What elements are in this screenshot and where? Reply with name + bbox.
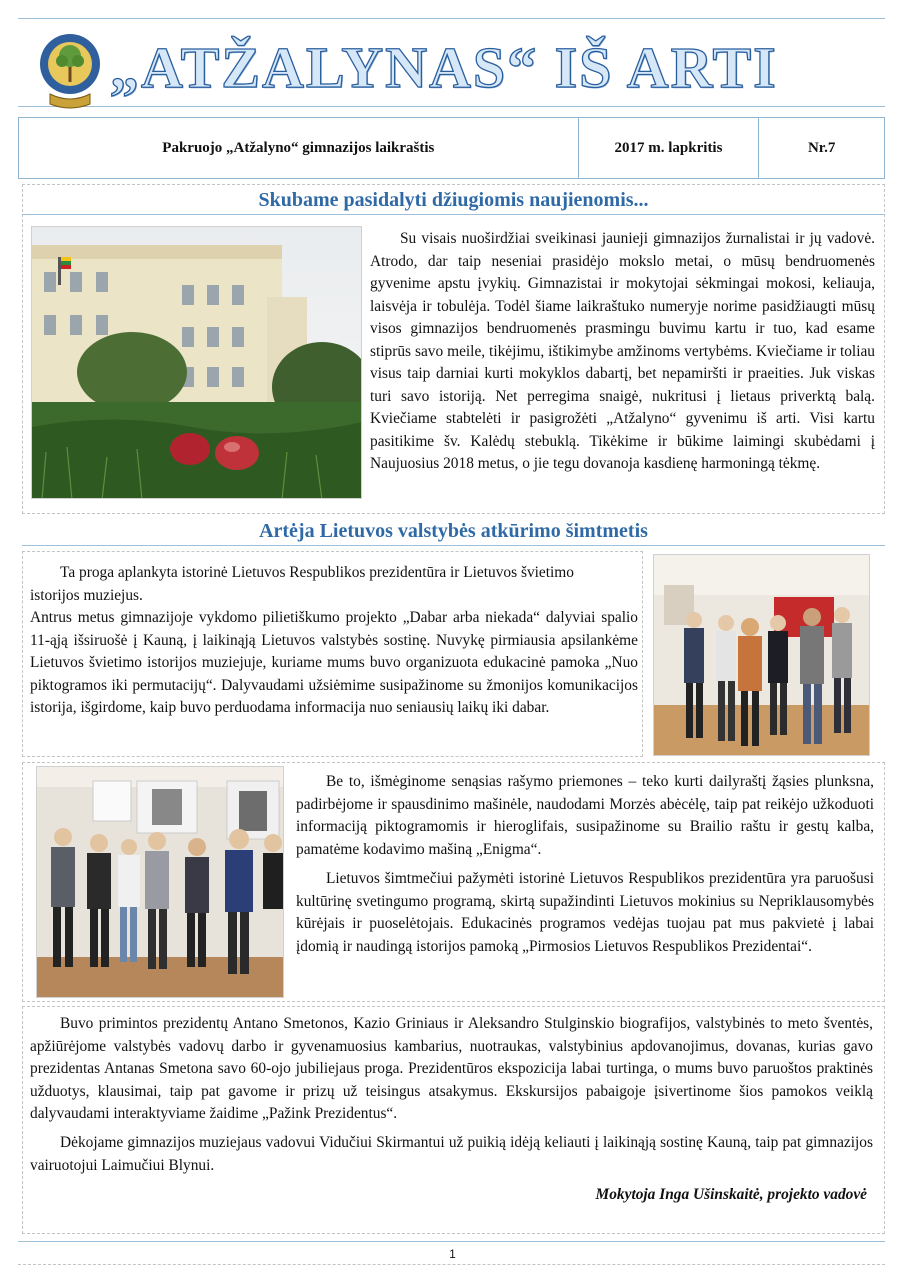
top-rule (18, 18, 885, 19)
school-building-photo (31, 226, 362, 499)
article1-text: Su visais nuoširdžiai sveikinasi jaunieji gimnazijos žurnalistai ir jų vadovė. Atrodo, dar taip neseniai prasidėjo mokslo metai, o mūsų bendruomenės gyvenime apstu įvykių. Gimnazistai ir mokytojai sėkmingai mokosi, keliauja, laisvėja ir tobulėja. Todėl šiame laikraštuko numeryje norime pasidžiaugti mūsų visos gimnazijos bendruomenės prasmingu buvimu kartu ir tuo, kad esame stiprūs savo meile, tikėjimu, ištikimybe amžinoms vertybėms. Kviečiame ir toliau visus taip darniai kurti mokyklos dabartį, bet nepamiršti ir praeities. Juk viskas turi savo istoriją. Net perregima snaigė, nukritusi į lietaus priverktą balą. Kviečiame stabtelėti ir pasigrožėti „Atžalyno“ gyvenimu iš arti. Visi kartu pasitikime šv. Kalėdų stebuklą. Tikėkime ir būkime laimingi skubėdami į Naujuosius 2018 metus, o jie tegu dovanoja kasdienę harmoningą tėkmę. (370, 230, 875, 472)
school-emblem-icon (38, 32, 102, 110)
issue-info-table (18, 117, 885, 179)
article2-p3: Lietuvos šimtmečiui pažymėti istorinė Lietuvos Respublikos prezidentūra yra paruošusi kultūrinę svetingumo programą, skirtą supažindinti Lietuvos mokinius su Nepriklausomybės kūrėjais ir puoselėtojais. Edukacinės programos vedėjas tuojau pat mus pakvietė į labai įdomią ir naudingą istorijos pamoką „Pirmosios Lietuvos Respublikos Prezidentai“. (296, 870, 874, 955)
article2-p4: Buvo primintos prezidentų Antano Smetonos, Kazio Griniaus ir Aleksandro Stulginskio biografijos, valstybinės to meto šventės, apžiūrėjome valstybės vadovų darbo ir gyvenamuosius kambarius, nuotraukas, valstybinius apdovanojimus, dovanas, kurias gavo prezidentas Antanas Smetona savo 60-ojo jubiliejaus proga. Prezidentūros ekspozicija labai turtinga, o mums buvo paruoštos praktinės užduotys, klausimai, taip pat gavome ir prizų už teisingus atsakymus. Ekskursijos pabaigoje įsivertinome šios pamokos veiklą dalyvaudami interaktyviame žaidime „Pažink Prezidentus“. (30, 1015, 873, 1122)
masthead-title: „ATŽALYNAS“ IŠ ARTI (110, 35, 778, 100)
article2-lead: Ta proga aplankyta istorinė Lietuvos Respublikos prezidentūra ir Lietuvos švietimo istorijos muziejus. (30, 564, 574, 604)
article2-p1: Antrus metus gimnazijoje vykdomo pilietiškumo projekto „Dabar arba niekada“ dalyviai spalio 11-ąją išsiruošė į Kauną, į laikinąją Lietuvos valstybės sostinę. Nuvykę pirmiausia apsilankėme Lietuvos švietimo istorijos muziejuje, kuriame mums buvo organizuota edukacinė pamoka „Nuo piktogramos iki permutacijų“. Dalyvaudami užsiėmime susipažinome su žmonijos komunikacijos istorija, išgirdome, kaip buvo perduodama informacija nuo seniausių laikų iki dabar. (30, 609, 638, 716)
article2-heading: Artėja Lietuvos valstybės atkūrimo šimtmetis (22, 516, 885, 546)
footer-rule (18, 1241, 885, 1242)
article2-p5: Dėkojame gimnazijos muziejaus vadovui Vidučiui Skirmantui už puikią idėją keliauti į laikinąją sostinę Kauną, taip pat gimnazijos vairuotojui Laimučiui Blynui. (30, 1134, 873, 1174)
museum-group-photo (653, 554, 870, 756)
issue-number: Nr.7 (758, 118, 884, 178)
masthead-rule (18, 106, 885, 107)
issue-date: 2017 m. lapkritis (578, 118, 759, 178)
author-signature: Mokytoja Inga Ušinskaitė, projekto vadovė (595, 1186, 867, 1203)
article2-p2: Be to, išmėginome senąsias rašymo priemones – teko kurti dailyraštį žąsies plunksna, padirbėjome ir spausdinimo mašinėle, naudodami Morzės abėcėlę, taip pat reikėjo užkoduoti informaciją piktogramomis ir hieroglifais, susipažinome su Brailio raštu ir gestų kalba, pamatėme kodavimo mašiną „Enigma“. (296, 773, 874, 858)
publication-name: Pakruojo „Atžalyno“ gimnazijos laikraštis (162, 139, 435, 156)
footer-dashed-rule (18, 1264, 885, 1265)
museum-exhibit-photo (36, 766, 284, 998)
article1-heading: Skubame pasidalyti džiugiomis naujienomis... (22, 185, 885, 215)
page-number: 1 (449, 1247, 456, 1261)
